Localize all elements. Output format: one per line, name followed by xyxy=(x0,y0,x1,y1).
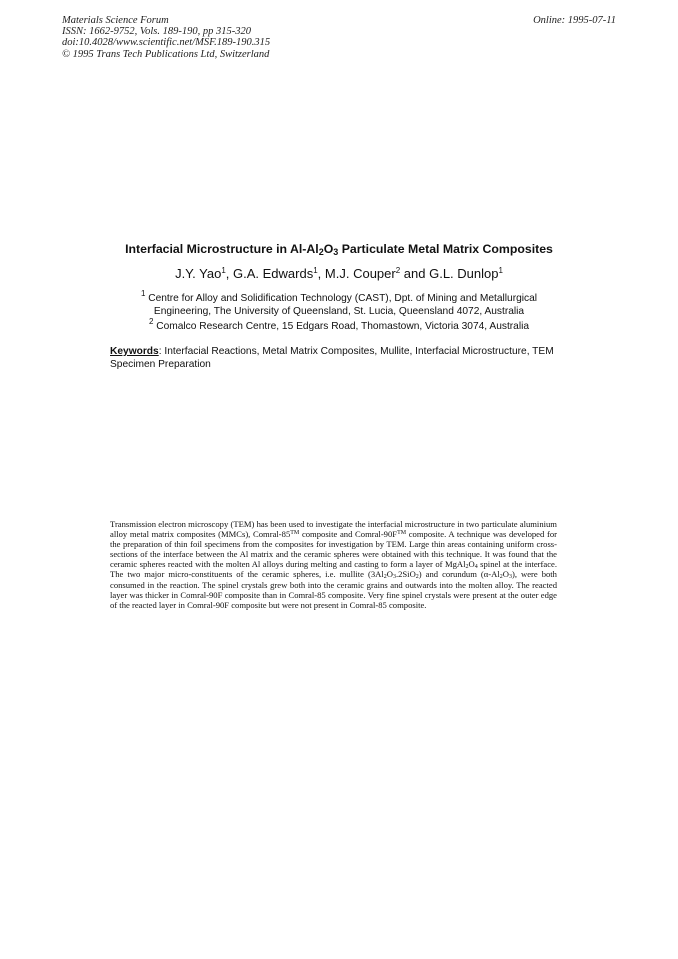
formula-subscript: 2 xyxy=(465,564,469,571)
author-separator: , xyxy=(225,266,234,281)
affiliation-text: Centre for Alloy and Solidification Technology (CAST), Dpt. of Mining and Metallurgical xyxy=(145,293,538,304)
affiliation-2 xyxy=(0,317,678,333)
author-name: G.A. Edwards xyxy=(233,266,314,281)
affiliation-mark: 2 xyxy=(148,317,154,326)
author-name: M.J. Couper xyxy=(324,266,396,281)
title-subscript: 3 xyxy=(333,247,339,257)
abstract-text: .2SiO xyxy=(395,569,416,580)
author-affiliation-mark: 1 xyxy=(498,266,503,275)
title-part: Interfacial Microstructure in Al-Al xyxy=(125,242,319,256)
author-affiliation-mark: 1 xyxy=(221,266,226,275)
abstract-text: Transmission electron microscopy (TEM) has been used to investigate the interfacial microstructure in two particulate aluminium alloy metal matrix composites (MMCs), Comral-85 xyxy=(110,519,557,540)
title-part: O xyxy=(323,242,334,256)
formula-subscript: 2 xyxy=(499,574,503,581)
abstract-text: O xyxy=(386,569,393,580)
abstract-text: ), were both consumed in the reaction. The spinel crystals grew both into the ceramic grains and outwards into the molten alloy. The reacted layer was thicker in Comral-90F composite than in Comral-85 composite. Very fine spinel crystals were present at the outer edge of the reacted layer in Comral-90F composite but were not present in Comral-85 composite. xyxy=(110,569,557,610)
affiliation-text: Engineering, The University of Queensland, St. Lucia, Queensland 4072, Australia xyxy=(153,306,525,317)
online-date xyxy=(533,15,616,26)
abstract-text: spinel at the interface. The two major micro-constituents of the ceramic spheres, i.e. mullite (3Al xyxy=(110,559,557,580)
title-part: Particulate Metal Matrix Composites xyxy=(338,242,553,256)
title-subscript: 2 xyxy=(318,247,324,257)
author-separator: and xyxy=(400,266,430,281)
formula-subscript: 4 xyxy=(474,564,478,571)
abstract xyxy=(110,519,557,610)
keywords-label: Keywords xyxy=(110,346,159,357)
trademark-mark: TM xyxy=(290,530,300,537)
author-list xyxy=(0,266,678,281)
keywords-text: : Interfacial Reactions, Metal Matrix Composites, Mullite, Interfacial Microstructure, TEM Specimen Preparation xyxy=(110,346,554,370)
formula-subscript: 2 xyxy=(415,574,419,581)
author-name: G.L. Dunlop xyxy=(429,266,499,281)
doi-line[interactable]: doi:10.4028/www.scientific.net/MSF.189-190.315 xyxy=(62,37,271,49)
abstract-text: ) and corundum (α-Al xyxy=(418,569,500,580)
affiliation-mark: 1 xyxy=(140,289,146,298)
copyright-line: © 1995 Trans Tech Publications Ltd, Switzerland xyxy=(62,48,270,60)
keywords xyxy=(110,346,570,371)
formula-subscript: 3 xyxy=(508,574,512,581)
paper-title xyxy=(0,242,678,256)
online-date-text: Online: 1995-07-11 xyxy=(533,15,616,26)
formula-subscript: 3 xyxy=(392,574,396,581)
author-affiliation-mark: 2 xyxy=(395,266,401,275)
abstract-text: O xyxy=(502,569,509,580)
trademark-mark: TM xyxy=(397,530,407,537)
journal-name: Materials Science Forum xyxy=(62,15,169,26)
publication-header xyxy=(62,15,270,60)
abstract-text: composite and Comral-90F xyxy=(299,529,398,540)
abstract-text: composite. A technique was developed for the preparation of thin foil specimens from the composites for investigation by TEM. Large thin areas containing uniform cross-sections of the interface between the Al matrix and the ceramic spheres were obtained with this technique. It was found that the ceramic spheres reacted with the molten Al alloys during melting and casting to form a layer of MgAl xyxy=(110,529,557,570)
author-separator: , xyxy=(317,266,325,281)
author-affiliation-mark: 1 xyxy=(313,266,318,275)
affiliation-text: Comalco Research Centre, 15 Edgars Road, Thomastown, Victoria 3074, Australia xyxy=(153,321,530,332)
affiliation-1 xyxy=(0,289,678,318)
issn-line: ISSN: 1662-9752, Vols. 189-190, pp 315-320 xyxy=(62,26,251,38)
author-name: J.Y. Yao xyxy=(175,266,222,281)
abstract-text: O xyxy=(468,559,475,570)
formula-subscript: 2 xyxy=(383,574,387,581)
